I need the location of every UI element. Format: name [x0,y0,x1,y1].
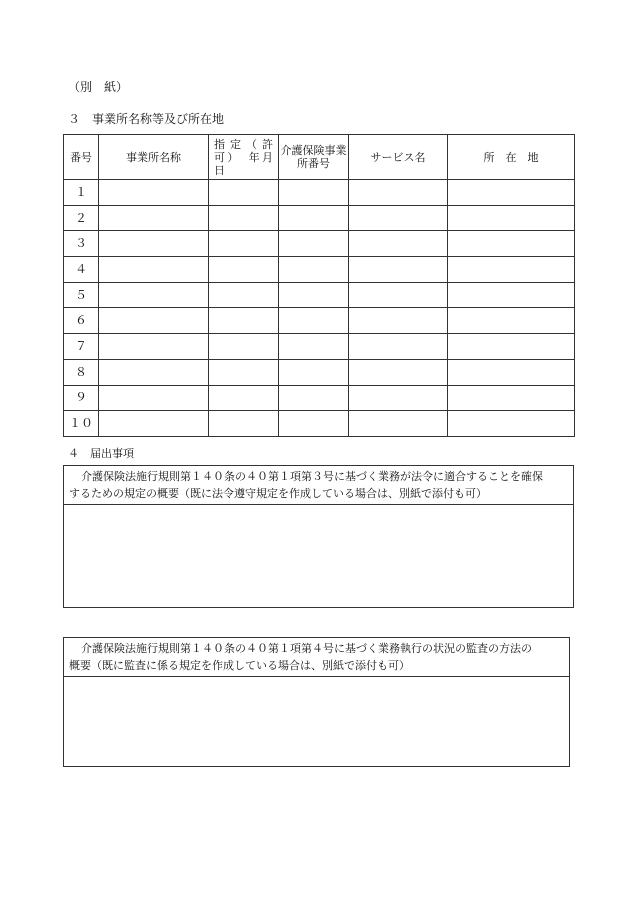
row-number: ３ [64,231,99,257]
col-header-designation-date: 指定（許可） 年月日 [209,135,279,180]
row-number: ５ [64,282,99,308]
compliance-rules-box [63,465,574,608]
service-name-cell[interactable] [349,231,448,257]
compliance-rules-text-line1: 介護保険法施行規則第１４０条の４０第１項第３号に基づく業務が法令に適合することを確保 [81,470,543,483]
designation-date-cell[interactable] [209,180,279,206]
row-number: ８ [64,359,99,385]
location-cell[interactable] [448,180,575,206]
table-header-row [64,135,575,180]
audit-method-text-line1: 介護保険法施行規則第１４０条の４０第１項第４号に基づく業務執行の状況の監査の方法の [81,642,532,655]
service-name-cell[interactable] [349,334,448,360]
designation-date-cell[interactable] [209,385,279,411]
col-header-location: 所 在 地 [448,135,575,180]
insurance-number-cell[interactable] [279,359,349,385]
office-name-cell[interactable] [99,205,209,231]
insurance-number-cell[interactable] [279,180,349,206]
section3-title: ３ 事業所名称等及び所在地 [68,112,225,126]
insurance-number-cell[interactable] [279,231,349,257]
table-row [64,231,575,257]
audit-method-entry-area[interactable] [64,677,569,765]
table-row [64,334,575,360]
location-cell[interactable] [448,257,575,283]
service-name-cell[interactable] [349,411,448,437]
office-name-cell[interactable] [99,308,209,334]
location-cell[interactable] [448,385,575,411]
compliance-rules-entry-area[interactable] [64,505,573,605]
compliance-rules-header [64,466,573,505]
row-number: １０ [64,411,99,437]
office-name-cell[interactable] [99,334,209,360]
location-cell[interactable] [448,205,575,231]
office-name-cell[interactable] [99,257,209,283]
table-row [64,385,575,411]
service-name-cell[interactable] [349,359,448,385]
table-row [64,308,575,334]
insurance-number-cell[interactable] [279,385,349,411]
row-number: ４ [64,257,99,283]
col-header-number: 番号 [64,135,99,180]
table-row [64,411,575,437]
section4-title: ４ 届出事項 [68,447,134,460]
designation-date-cell[interactable] [209,411,279,437]
col-header-office-name: 事業所名称 [99,135,209,180]
insurance-number-cell[interactable] [279,308,349,334]
row-number: ２ [64,205,99,231]
service-name-cell[interactable] [349,308,448,334]
audit-method-header [64,638,569,677]
service-name-cell[interactable] [349,385,448,411]
row-number: ６ [64,308,99,334]
designation-date-cell[interactable] [209,257,279,283]
col-header-service-name: サービス名 [349,135,448,180]
location-cell[interactable] [448,308,575,334]
table-row [64,359,575,385]
office-name-cell[interactable] [99,359,209,385]
audit-method-text-line2: 概要（既に監査に係る規定を作成している場合は、別紙で添付も可） [69,659,410,672]
location-cell[interactable] [448,231,575,257]
office-name-cell[interactable] [99,411,209,437]
designation-date-cell[interactable] [209,282,279,308]
office-name-cell[interactable] [99,180,209,206]
insurance-number-cell[interactable] [279,257,349,283]
service-name-cell[interactable] [349,180,448,206]
insurance-number-cell[interactable] [279,334,349,360]
insurance-number-cell[interactable] [279,411,349,437]
table-row [64,205,575,231]
compliance-rules-text-line2: するための規定の概要（既に法令遵守規定を作成している場合は、別紙で添付も可） [69,487,487,500]
table-row [64,282,575,308]
office-table [63,134,575,437]
annex-label: （別 紙） [68,80,129,94]
location-cell[interactable] [448,282,575,308]
office-name-cell[interactable] [99,385,209,411]
service-name-cell[interactable] [349,257,448,283]
service-name-cell[interactable] [349,282,448,308]
table-row [64,257,575,283]
location-cell[interactable] [448,359,575,385]
designation-date-cell[interactable] [209,359,279,385]
row-number: ７ [64,334,99,360]
audit-method-box [63,637,570,767]
col-header-insurance-number: 介護保険事業所番号 [279,135,349,180]
table-row [64,180,575,206]
insurance-number-cell[interactable] [279,205,349,231]
office-name-cell[interactable] [99,231,209,257]
location-cell[interactable] [448,411,575,437]
insurance-number-cell[interactable] [279,282,349,308]
row-number: ９ [64,385,99,411]
designation-date-cell[interactable] [209,308,279,334]
service-name-cell[interactable] [349,205,448,231]
row-number: １ [64,180,99,206]
designation-date-cell[interactable] [209,231,279,257]
office-name-cell[interactable] [99,282,209,308]
designation-date-cell[interactable] [209,334,279,360]
location-cell[interactable] [448,334,575,360]
designation-date-cell[interactable] [209,205,279,231]
